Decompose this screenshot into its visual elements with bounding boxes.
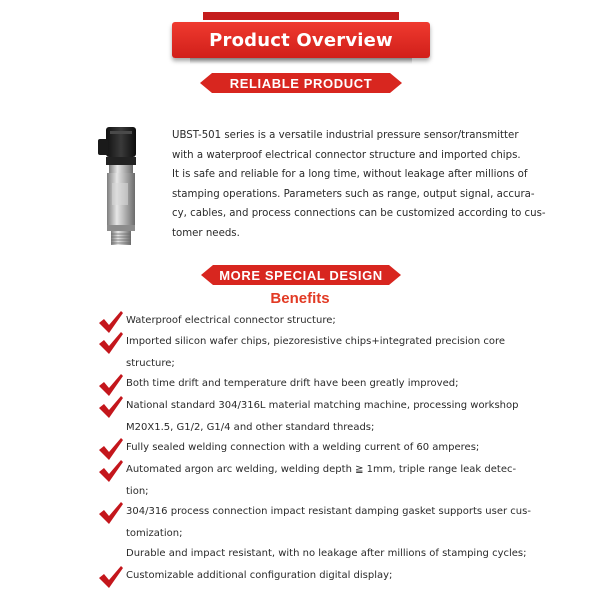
checkmark-icon <box>98 331 124 355</box>
benefit-text: Waterproof electrical connector structure; <box>126 315 336 326</box>
banner-shadow <box>190 58 412 64</box>
checkmark-icon <box>98 395 124 419</box>
checkmark-icon <box>98 373 124 397</box>
page-title: Product Overview <box>209 29 393 51</box>
ribbon-label: RELIABLE PRODUCT <box>229 75 373 91</box>
more-special-design-ribbon <box>213 265 389 285</box>
checkmark-icon <box>98 459 124 483</box>
pressure-sensor-image <box>92 125 142 247</box>
intro-line: cy, cables, and process connections can be customized according to cus- <box>172 208 546 219</box>
intro-line: It is safe and reliable for a long time, without leakage after millions of <box>172 169 528 180</box>
reliable-product-ribbon <box>212 73 390 93</box>
intro-line: UBST-501 series is a versatile industrial pressure sensor/transmitter <box>172 130 519 141</box>
benefit-text: Both time drift and temperature drift have been greatly improved; <box>126 378 459 389</box>
benefit-text: 304/316 process connection impact resistant damping gasket supports user cus- tomization; <box>126 506 531 539</box>
checkmark-icon <box>98 565 124 589</box>
banner-top-strip <box>203 12 399 20</box>
benefit-text: Fully sealed welding connection with a welding current of 60 amperes; <box>126 442 480 453</box>
benefit-text: National standard 304/316L material matching machine, processing workshop M20X1.5, G1/2, G1/4 and other standard threads; <box>126 400 519 433</box>
benefits-heading: Benefits <box>270 290 330 307</box>
checkmark-icon <box>98 501 124 525</box>
intro-line: tomer needs. <box>172 227 240 239</box>
checkmark-icon <box>98 437 124 461</box>
intro-paragraph <box>172 126 546 243</box>
benefit-text: Automated argon arc welding, welding depth ≧ 1mm, triple range leak detec- tion; <box>126 464 517 497</box>
benefit-text: Imported silicon wafer chips, piezoresistive chips+integrated precision core structure; <box>126 336 506 369</box>
intro-line: with a waterproof electrical connector structure and imported chips. <box>172 149 521 161</box>
header-banner <box>172 22 430 58</box>
intro-line: stamping operations. Parameters such as range, output signal, accura- <box>172 188 535 200</box>
ribbon-label: MORE SPECIAL DESIGN <box>219 267 383 283</box>
benefit-text: Durable and impact resistant, with no leakage after millions of stamping cycles; Customizable additional configuration digital display; <box>126 548 527 581</box>
